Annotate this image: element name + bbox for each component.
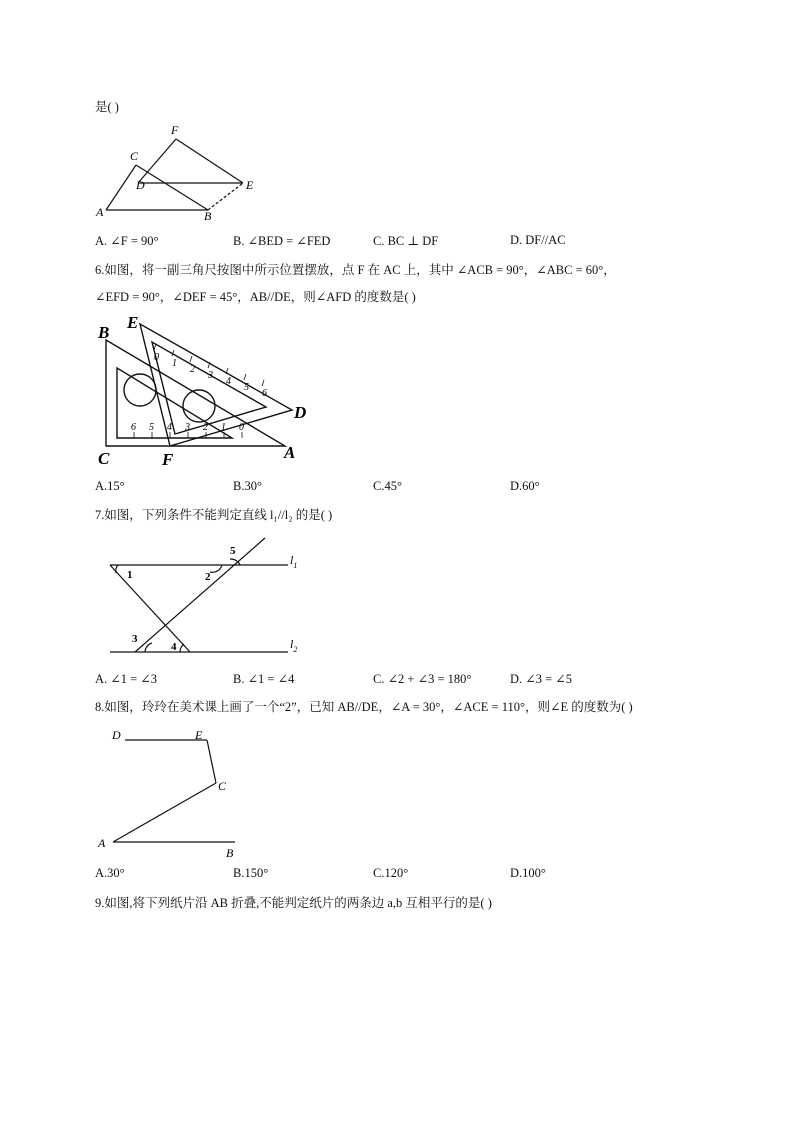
q6-label-d: D [294, 403, 307, 422]
q7-option-b: B. ∠1 = ∠4 [233, 672, 295, 686]
q6-ruler-bottom-5: 5 [149, 422, 154, 433]
q6-option-a: A.15° [95, 479, 125, 493]
q8-label-c: C [218, 779, 227, 793]
q5-option-c: C. BC ⊥ DF [373, 234, 439, 248]
q6-text-line2: ∠EFD = 90°，∠DEF = 45°，AB//DE，则∠AFD 的度数是( ) [95, 290, 416, 304]
q5-option-a: A. ∠F = 90° [95, 234, 159, 248]
q7-angle-5: 5 [230, 545, 236, 557]
q7-text: 7.如图，下列条件不能判定直线 l₁//l₂ 的是( ) [95, 508, 333, 522]
q6-ruler-top-6: 6 [262, 388, 267, 399]
q6-ruler-bottom-3: 3 [185, 422, 190, 433]
q6-figure [90, 310, 330, 470]
q5-tail: 是( ) [95, 100, 119, 114]
q5-label-c: C [130, 149, 139, 163]
q6-text-line1: 6.如图，将一副三角尺按图中所示位置摆放，点 F 在 AC 上，其中 ∠ACB = 90°，∠ABC = 60°， [95, 263, 616, 277]
q8-figure [95, 725, 275, 865]
q6-ruler-bottom-0: 0 [239, 422, 244, 433]
q8-label-b: B [226, 846, 234, 860]
q7-line-l1: $l_1$ [290, 553, 298, 570]
q7-angle-1: 1 [127, 569, 133, 581]
q5-option-b: B. ∠BED = ∠FED [233, 234, 331, 248]
q7-angle-2: 2 [205, 571, 211, 583]
q5-label-d: D [136, 178, 145, 192]
q8-text: 8.如图，玲玲在美术课上画了一个“2”，已知 AB//DE，∠A = 30°，∠ACE = 110°，则∠E 的度数为( ) [95, 700, 633, 714]
q6-label-e: E [127, 313, 139, 332]
q8-option-b: B.150° [233, 866, 269, 880]
q5-label-e: E [246, 178, 254, 192]
q7-angle-3: 3 [132, 633, 138, 645]
q6-ruler-bottom-6: 6 [131, 422, 136, 433]
q8-option-c: C.120° [373, 866, 409, 880]
q6-ruler-top-0: 0 [154, 352, 159, 363]
q6-option-d: D.60° [510, 479, 540, 493]
q7-option-a: A. ∠1 = ∠3 [95, 672, 158, 686]
q6-option-b: B.30° [233, 479, 262, 493]
q6-label-b: B [98, 323, 110, 342]
q7-figure [100, 530, 320, 665]
q6-ruler-bottom-1: 1 [221, 422, 226, 433]
q8-label-a: A [98, 836, 106, 850]
q5-label-a: A [96, 205, 104, 219]
q8-label-d: D [112, 728, 121, 742]
q6-ruler-top-1: 1 [172, 358, 177, 369]
q8-option-a: A.30° [95, 866, 125, 880]
q6-ruler-top-2: 2 [190, 364, 195, 375]
q6-ruler-top-4: 4 [226, 376, 231, 387]
q5-label-f: F [171, 123, 179, 137]
q9-text: 9.如图,将下列纸片沿 AB 折叠,不能判定纸片的两条边 a,b 互相平行的是( ) [95, 896, 492, 910]
q6-label-c: C [98, 449, 110, 468]
q8-label-e: E [195, 728, 203, 742]
q5-option-d: D. DF//AC [510, 233, 566, 247]
q7-line-l2: $l_2$ [290, 637, 298, 654]
q6-label-f: F [162, 450, 174, 469]
q6-ruler-bottom-2: 2 [203, 422, 208, 433]
q7-angle-4: 4 [171, 641, 177, 653]
q5-label-b: B [204, 209, 212, 223]
q6-ruler-top-5: 5 [244, 382, 249, 393]
q6-option-c: C.45° [373, 479, 402, 493]
q6-ruler-top-3: 3 [208, 370, 213, 381]
q5-figure [90, 120, 270, 230]
q7-option-d: D. ∠3 = ∠5 [510, 672, 573, 686]
q6-ruler-bottom-4: 4 [167, 422, 172, 433]
q6-label-a: A [284, 443, 296, 462]
q8-option-d: D.100° [510, 866, 546, 880]
q7-option-c: C. ∠2 + ∠3 = 180° [373, 672, 472, 686]
